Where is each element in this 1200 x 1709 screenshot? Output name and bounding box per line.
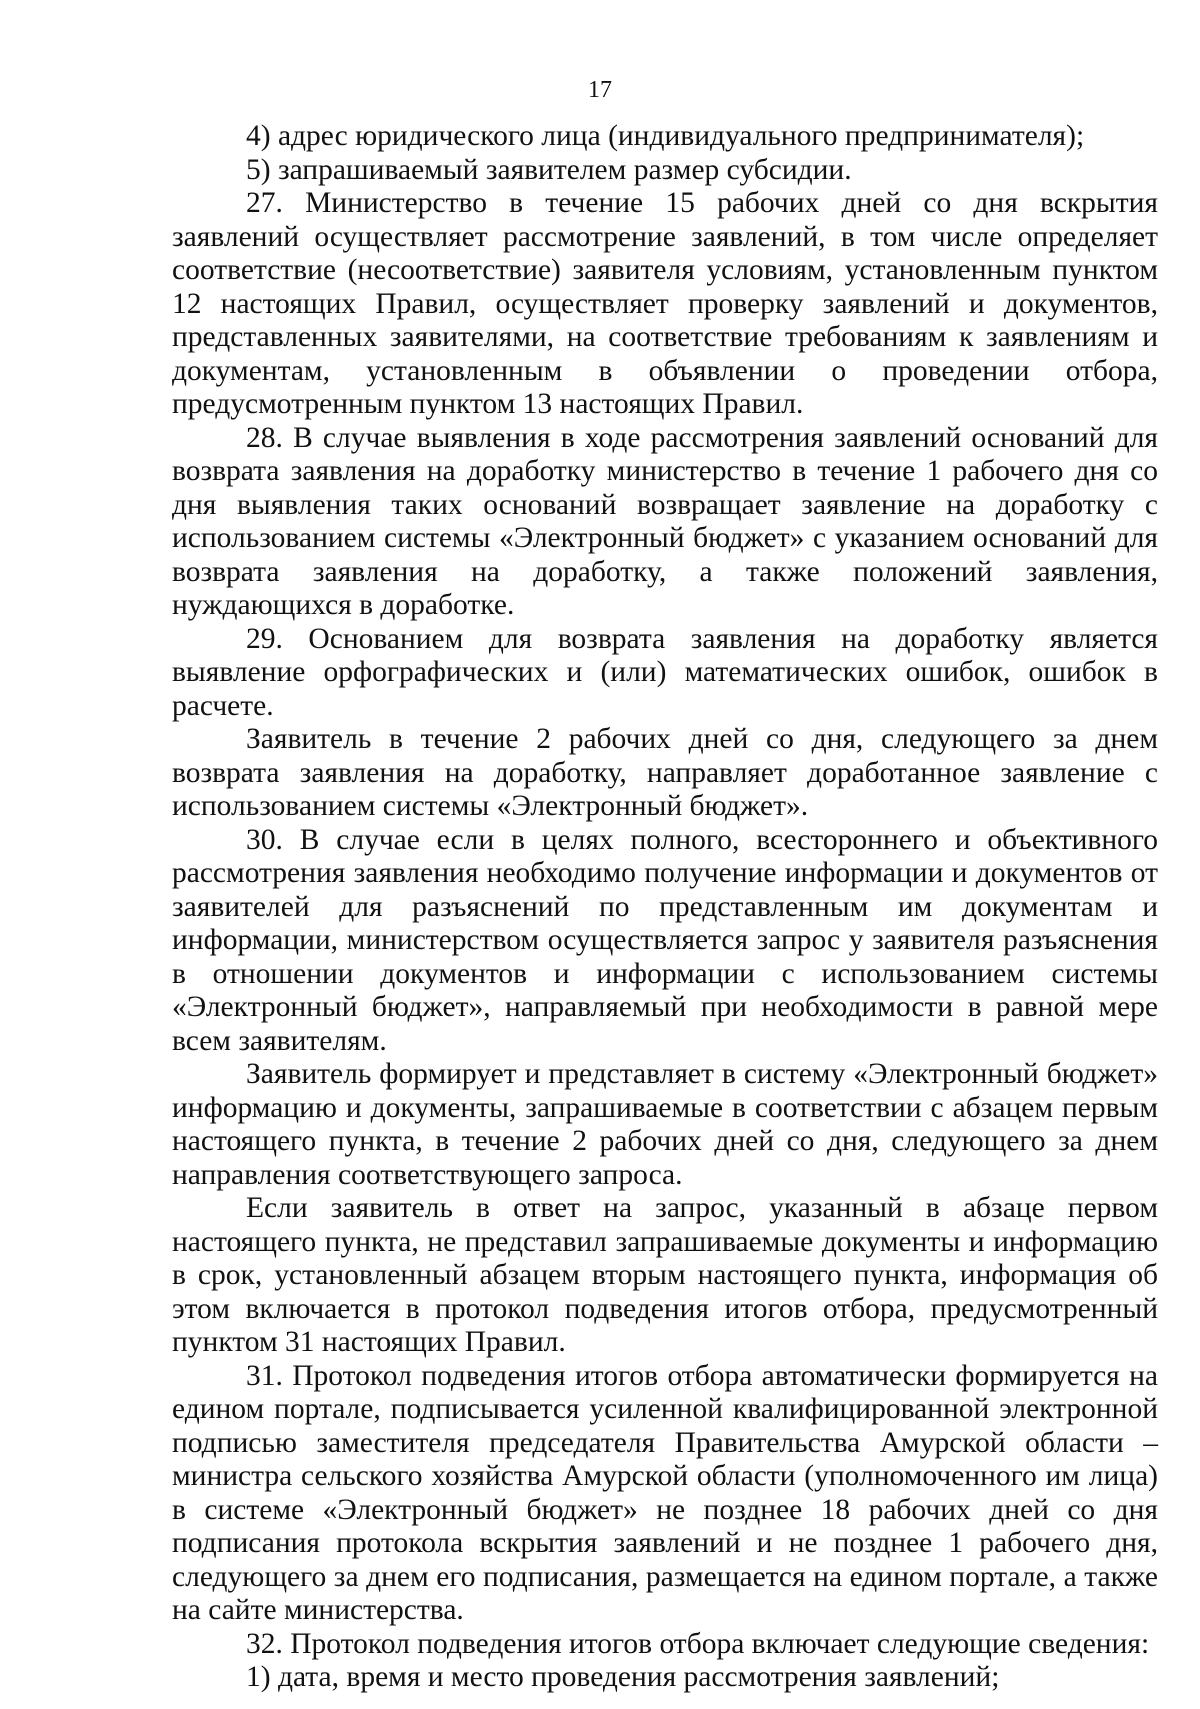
clause-29: 29. Основанием для возврата заявления на доработку является выявление орфографических и (или) математических ошибок, ошибок в расчете. bbox=[172, 622, 1158, 722]
clause-30-paragraph-2: Заявитель формирует и представляет в систему «Электронный бюджет» информацию и документы, запрашиваемые в соответствии с абзацем первым настоящего пункта, в течение 2 рабочих дней со дня, следующего за днем направления соответствующего запроса. bbox=[172, 1058, 1158, 1191]
clause-32: 32. Протокол подведения итогов отбора включает следующие сведения: bbox=[246, 1627, 1150, 1660]
clause-30: 30. В случае если в целях полного, всестороннего и объективного рассмотрения заявления необходимо получение информации и документов от заявителей для разъяснений по представленным им документам и информации, министерством осуществляется запрос у заявителя разъяснения в отношении документов и информации с использованием системы «Электронный бюджет», направляемый при необходимости в равной мере всем заявителям. bbox=[172, 823, 1158, 1057]
list-item-4-address: 4) адрес юридического лица (индивидуального предпринимателя); bbox=[246, 120, 1085, 152]
clause-29-paragraph-2: Заявитель в течение 2 рабочих дней со дня, следующего за днем возврата заявления на доработку, направляет доработанное заявление с использованием системы «Электронный бюджет». bbox=[172, 723, 1158, 822]
clause-27: 27. Министерство в течение 15 рабочих дней со дня вскрытия заявлений осуществляет рассмотрение заявлений, в том числе определяет соответствие (несоответствие) заявителя условиям, установленным пунктом 12 настоящих Правил, осуществляет проверку заявлений и документов, представленных заявителями, на соответствие требованиям к заявлениям и документам, установленным в объявлении о проведении отбора, предусмотренным пунктом 13 настоящих Правил. bbox=[172, 187, 1158, 420]
list-item-5-subsidy-amount: 5) запрашиваемый заявителем размер субсидии. bbox=[246, 153, 852, 186]
clause-31: 31. Протокол подведения итогов отбора автоматически формируется на едином портале, подписывается усиленной квалифицированной электронной подписью заместителя председателя Правительства Амурской области – министра сельского хозяйства Амурской области (уполномоченного им лица) в системе «Электронный бюджет» не позднее 18 рабочих дней со дня подписания протокола вскрытия заявлений и не позднее 1 рабочего дня, следующего за днем его подписания, размещается на едином портале, а также на сайте министерства. bbox=[172, 1359, 1158, 1626]
clause-30-paragraph-3: Если заявитель в ответ на запрос, указанный в абзаце первом настоящего пункта, не представил запрашиваемые документы и информацию в срок, установленный абзацем вторым настоящего пункта, информация об этом включается в протокол подведения итогов отбора, предусмотренный пунктом 31 настоящих Правил. bbox=[172, 1192, 1158, 1358]
page-number: 17 bbox=[588, 77, 612, 103]
clause-28: 28. В случае выявления в ходе рассмотрения заявлений оснований для возврата заявления на доработку министерство в течение 1 рабочего дня со дня выявления таких оснований возвращает заявление на доработку с использованием системы «Электронный бюджет» с указанием оснований для возврата заявления на доработку, а также положений заявления, нуждающихся в доработке. bbox=[172, 421, 1158, 621]
list-item-1-date-time-place: 1) дата, время и место проведения рассмотрения заявлений; bbox=[246, 1661, 1000, 1693]
document-body bbox=[172, 120, 1158, 1695]
